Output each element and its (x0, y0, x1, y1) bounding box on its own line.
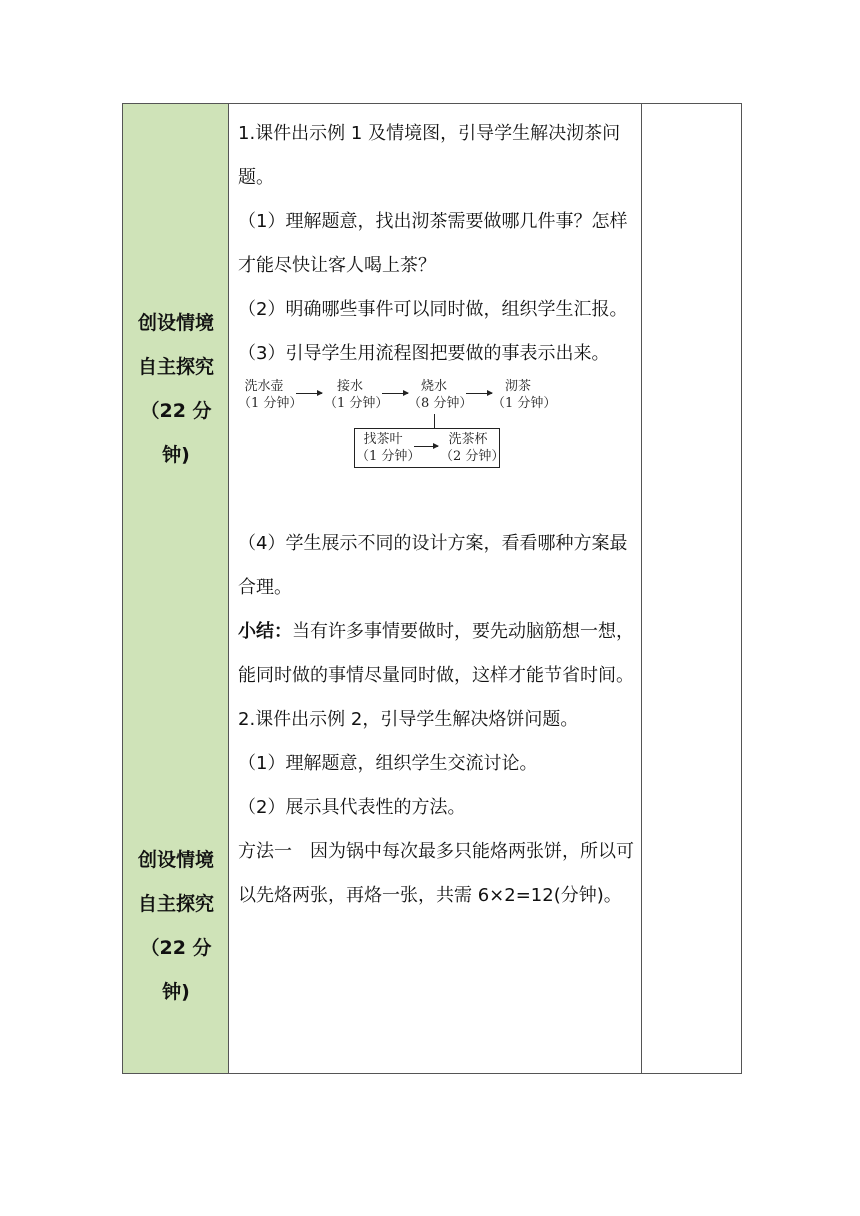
paragraph: （1）理解题意，找出沏茶需要做哪几件事？怎样才能尽快让客人喝上茶？ (238, 211, 628, 276)
paragraph: （2）明确哪些事件可以同时做，组织学生汇报。 (238, 299, 628, 320)
tea-flowchart (238, 378, 638, 478)
flow-node-name: 洗茶杯 (448, 432, 488, 447)
stage-line: 自主探究 (137, 893, 214, 915)
paragraph: （3）引导学生用流程图把要做的事表示出来。 (238, 343, 610, 364)
paragraph: （2）展示具代表性的方法。 (238, 797, 466, 818)
stage-column (123, 104, 229, 1073)
flow-arrow (382, 393, 408, 394)
stage-line: 创设情境 (137, 312, 214, 334)
flow-arrow (414, 446, 438, 447)
column-divider (641, 104, 642, 1073)
flow-node-name: 找茶叶 (363, 432, 403, 447)
flow-arrow (296, 393, 322, 394)
paragraph: （1）理解题意，组织学生交流讨论。 (238, 753, 538, 774)
flow-node-time: （1 分钟） (238, 396, 303, 411)
paragraph: 方法一 因为锅中每次最多只能烙两张饼，所以可以先烙两张，再烙一张，共需 6×2=12(分钟)。 (238, 841, 634, 906)
stage-line: 自主探究 (137, 356, 214, 378)
stage-label-top (123, 301, 229, 477)
flow-node (408, 378, 473, 412)
flow-node-name: 接水 (336, 379, 363, 394)
content-cell (238, 112, 638, 918)
summary-text: 当有许多事情要做时，要先动脑筋想一想，能同时做的事情尽量同时做，这样才能节省时间。 (238, 621, 634, 686)
flow-node-name: 洗水壶 (244, 379, 284, 394)
paragraph: 1.课件出示例 1 及情境图，引导学生解决沏茶问题。 (238, 123, 621, 188)
stage-line: （22 分 (140, 400, 212, 422)
flow-arrow (466, 393, 492, 394)
stage-line: （22 分 (140, 937, 212, 959)
stage-line: 创设情境 (137, 849, 214, 871)
summary-paragraph (238, 610, 638, 698)
flow-connector (434, 414, 435, 428)
flow-node-name: 沏茶 (504, 379, 531, 394)
summary-label: 小结： (238, 621, 292, 642)
stage-label-bottom (123, 838, 229, 1014)
flow-node-time: （8 分钟） (408, 396, 473, 411)
flow-node-name: 烧水 (420, 379, 447, 394)
flow-node-time: （1 分钟） (324, 396, 389, 411)
flow-node (492, 378, 557, 412)
flow-node (356, 431, 421, 465)
paragraph: 2.课件出示例 2，引导学生解决烙饼问题。 (238, 709, 579, 730)
flow-node-time: （1 分钟） (492, 396, 557, 411)
flow-node (440, 431, 505, 465)
flow-node (324, 378, 389, 412)
flow-node-time: （1 分钟） (356, 449, 421, 464)
flow-node (238, 378, 303, 412)
lesson-table (122, 103, 742, 1074)
paragraph: （4）学生展示不同的设计方案，看看哪种方案最合理。 (238, 533, 628, 598)
flow-node-time: （2 分钟） (440, 449, 505, 464)
stage-line: 钟) (162, 981, 190, 1003)
stage-line: 钟) (162, 444, 190, 466)
